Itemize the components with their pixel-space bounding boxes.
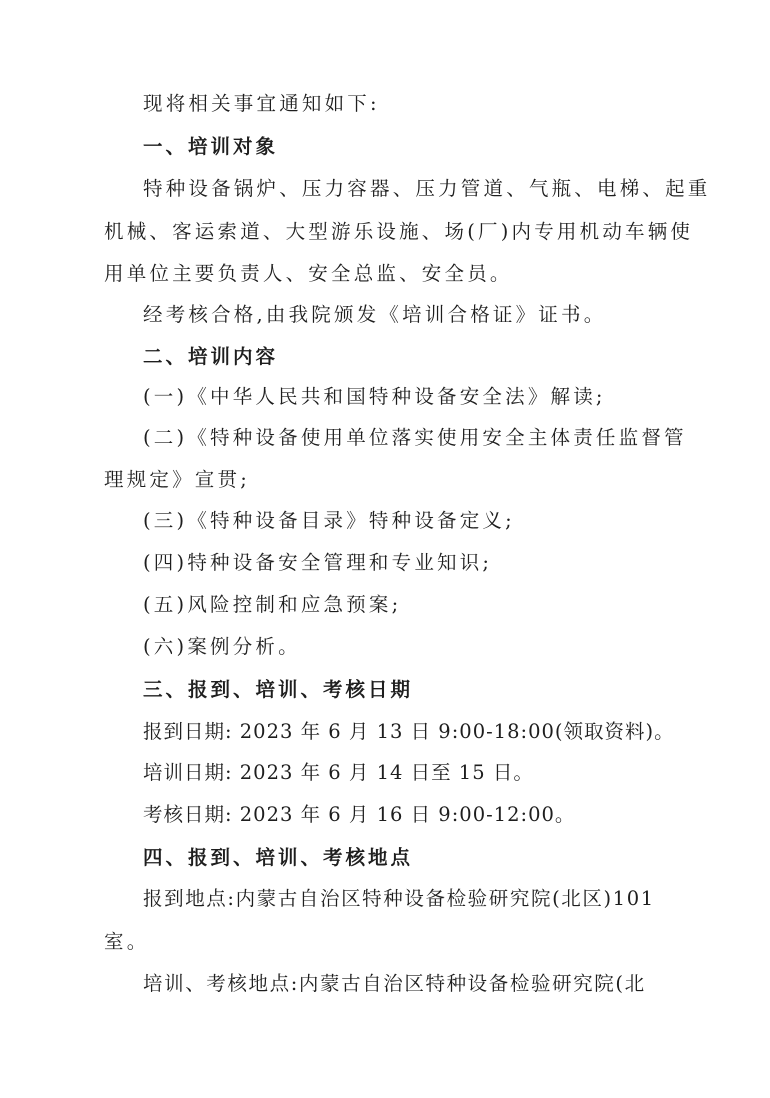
content-item-6: (六)案例分析。 [143, 635, 301, 658]
training-date: 培训日期: 2023 年 6 月 14 日至 15 日。 [143, 761, 534, 784]
registration-place-line-2: 室。 [104, 930, 150, 953]
section2-heading: 二、培训内容 [143, 345, 279, 368]
content-item-1: (一)《中华人民共和国特种设备安全法》解读; [143, 385, 606, 408]
content-item-2-continued: 理规定》宣贯; [104, 468, 250, 491]
section1-paragraph-line-1: 特种设备锅炉、压力容器、压力管道、气瓶、电梯、起重 [143, 177, 711, 200]
section1-paragraph-line-2: 机械、客运索道、大型游乐设施、场(厂)内专用机动车辆使 [104, 220, 694, 243]
content-item-5: (五)风险控制和应急预案; [143, 593, 402, 616]
training-place-line-1: 培训、考核地点:内蒙古自治区特种设备检验研究院(北 [143, 972, 646, 995]
registration-place-line-1: 报到地点:内蒙古自治区特种设备检验研究院(北区)101 [143, 887, 655, 910]
section3-heading: 三、报到、培训、考核日期 [143, 678, 414, 701]
content-item-4: (四)特种设备安全管理和专业知识; [143, 551, 493, 574]
exam-date: 考核日期: 2023 年 6 月 16 日 9:00-12:00。 [143, 803, 576, 826]
intro-text: 现将相关事宜通知如下: [143, 92, 380, 115]
section4-heading: 四、报到、培训、考核地点 [143, 846, 414, 869]
content-item-3: (三)《特种设备目录》特种设备定义; [143, 509, 515, 532]
certificate-text: 经考核合格,由我院颁发《培训合格证》证书。 [143, 303, 607, 326]
registration-date: 报到日期: 2023 年 6 月 13 日 9:00-18:00(领取资料)。 [143, 720, 675, 743]
section1-heading: 一、培训对象 [143, 135, 279, 158]
content-item-2: (二)《特种设备使用单位落实使用安全主体责任监督管 [143, 426, 687, 449]
section1-paragraph-line-3: 用单位主要负责人、安全总监、安全员。 [104, 262, 513, 285]
